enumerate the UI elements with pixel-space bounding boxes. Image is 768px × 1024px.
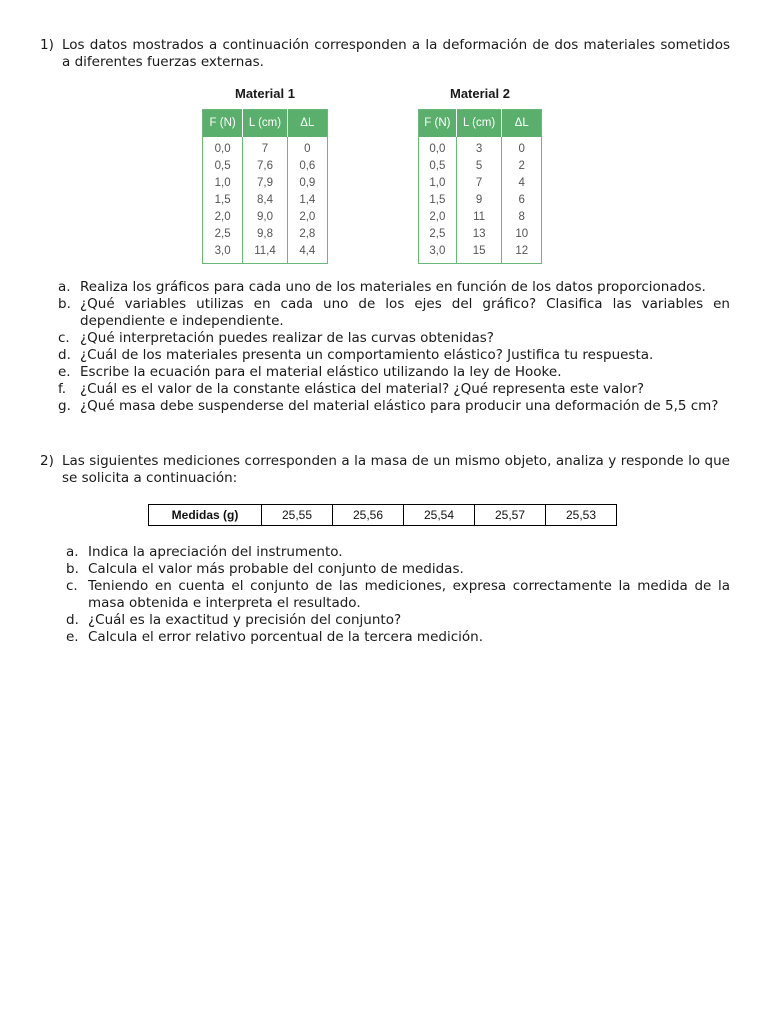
measurements-table xyxy=(148,504,617,526)
item-text: ¿Qué interpretación puedes realizar de las curvas obtenidas? xyxy=(80,330,494,346)
column-header-length: L (cm) xyxy=(243,110,287,138)
table-row xyxy=(419,137,542,158)
table-cell: 3,0 xyxy=(203,243,243,264)
table-cell: 11,4 xyxy=(243,243,287,264)
item-text: ¿Cuál es la exactitud y precisión del conjunto? xyxy=(88,612,402,628)
question-1-items xyxy=(58,279,730,415)
table-cell: 9,8 xyxy=(243,226,287,243)
table-cell: 1,0 xyxy=(203,175,243,192)
question-2-text: Las siguientes mediciones corresponden a la masa de un mismo objeto, analiza y responde lo que se solicita a continuación: xyxy=(62,453,730,486)
table-cell: 1,5 xyxy=(419,192,457,209)
table-cell: 0,5 xyxy=(203,158,243,175)
item-letter: c. xyxy=(66,578,78,594)
measurement-value: 25,55 xyxy=(262,505,333,526)
table-cell: 12 xyxy=(515,245,529,257)
table-cell: 1,0 xyxy=(419,175,457,192)
question-2 xyxy=(40,453,730,487)
table-row xyxy=(203,137,328,158)
table-cell: 0,0 xyxy=(419,137,457,158)
table-row xyxy=(203,192,328,209)
list-item xyxy=(58,364,730,381)
table-row xyxy=(203,243,328,264)
item-letter: g. xyxy=(58,398,71,414)
material-2-title: Material 2 xyxy=(450,86,510,101)
column-header-delta-length: ΔL xyxy=(502,110,542,138)
table-cell: 0,6 xyxy=(299,160,316,172)
table-cell: 3 xyxy=(456,137,502,158)
material-2-header-row xyxy=(419,110,542,138)
list-item xyxy=(66,544,730,561)
question-1-number: 1) xyxy=(40,37,54,53)
item-letter: a. xyxy=(58,279,71,295)
table-cell: 11 xyxy=(456,209,502,226)
table-cell: 0,5 xyxy=(419,158,457,175)
table-row xyxy=(419,226,542,243)
question-2-statement xyxy=(40,453,730,487)
table-cell: 8,4 xyxy=(243,192,287,209)
table-row xyxy=(203,175,328,192)
table-cell: 9,0 xyxy=(243,209,287,226)
table-cell: 7 xyxy=(243,137,287,158)
measurements-header: Medidas (g) xyxy=(149,505,262,526)
material-1-header-row xyxy=(203,110,328,138)
item-text: Calcula el error relativo porcentual de la tercera medición. xyxy=(88,629,483,645)
measurement-value: 25,53 xyxy=(546,505,617,526)
list-item xyxy=(58,279,730,296)
list-item xyxy=(66,561,730,578)
item-letter: e. xyxy=(66,629,79,645)
item-text: Teniendo en cuenta el conjunto de las mediciones, expresa correctamente la medida de la masa obtenida e interpreta el resultado. xyxy=(88,578,730,611)
table-cell: 4,4 xyxy=(299,245,316,257)
table-row xyxy=(419,209,542,226)
table-cell: 9 xyxy=(456,192,502,209)
material-1-table xyxy=(202,109,328,264)
item-text: ¿Qué variables utilizas en cada uno de los ejes del gráfico? Clasifica las variables en dependiente e independiente. xyxy=(80,296,730,329)
table-cell: 0,0 xyxy=(203,137,243,158)
question-1-text: Los datos mostrados a continuación corresponden a la deformación de dos materiales sometidos a diferentes fuerzas externas. xyxy=(62,37,730,70)
item-letter: a. xyxy=(66,544,79,560)
table-cell: 3,0 xyxy=(419,243,457,264)
table-row xyxy=(419,175,542,192)
table-cell: 2,5 xyxy=(419,226,457,243)
item-text: Indica la apreciación del instrumento. xyxy=(88,544,343,560)
measurement-value: 25,54 xyxy=(404,505,475,526)
list-item xyxy=(66,629,730,646)
item-text: ¿Cuál de los materiales presenta un comportamiento elástico? Justifica tu respuesta. xyxy=(80,347,654,363)
table-cell: 7,6 xyxy=(243,158,287,175)
table-cell: 0,9 xyxy=(299,177,316,189)
table-row xyxy=(419,243,542,264)
table-cell: 4 xyxy=(518,177,525,189)
list-item xyxy=(58,398,730,415)
question-1-statement xyxy=(40,37,730,71)
table-cell: 10 xyxy=(515,228,529,240)
item-letter: e. xyxy=(58,364,71,380)
list-item xyxy=(66,578,730,612)
column-header-force: F (N) xyxy=(203,110,243,138)
item-letter: d. xyxy=(66,612,79,628)
item-letter: d. xyxy=(58,347,71,363)
question-1-item-list xyxy=(58,279,730,415)
item-letter: b. xyxy=(66,561,79,577)
table-cell: 2,0 xyxy=(299,211,316,223)
list-item xyxy=(58,296,730,330)
item-letter: c. xyxy=(58,330,70,346)
item-text: Calcula el valor más probable del conjunto de medidas. xyxy=(88,561,464,577)
question-1 xyxy=(40,37,730,71)
table-cell: 0 xyxy=(304,143,311,155)
measurement-value: 25,56 xyxy=(333,505,404,526)
list-item xyxy=(66,612,730,629)
table-row xyxy=(419,158,542,175)
table-cell: 2 xyxy=(518,160,525,172)
material-2-table xyxy=(418,109,542,264)
table-cell: 6 xyxy=(518,194,525,206)
item-text: ¿Qué masa debe suspenderse del material elástico para producir una deformación de 5,5 cm? xyxy=(80,398,719,414)
item-text: Realiza los gráficos para cada uno de los materiales en función de los datos proporcionados. xyxy=(80,279,706,295)
table-cell: 2,0 xyxy=(419,209,457,226)
question-2-item-list xyxy=(66,544,730,646)
table-cell: 8 xyxy=(518,211,525,223)
measurement-value: 25,57 xyxy=(475,505,546,526)
table-cell: 0 xyxy=(518,143,525,155)
list-item xyxy=(58,381,730,398)
column-header-delta-length: ΔL xyxy=(287,110,327,138)
table-cell: 2,8 xyxy=(299,228,316,240)
table-row xyxy=(203,226,328,243)
table-row xyxy=(203,158,328,175)
question-2-number: 2) xyxy=(40,453,54,469)
item-text: ¿Cuál es el valor de la constante elástica del material? ¿Qué representa este valor? xyxy=(80,381,645,397)
table-cell: 7,9 xyxy=(243,175,287,192)
material-1-title: Material 1 xyxy=(235,86,295,101)
table-cell: 1,4 xyxy=(299,194,316,206)
table-row xyxy=(149,505,617,526)
item-letter: f. xyxy=(58,381,67,397)
table-cell: 5 xyxy=(456,158,502,175)
table-cell: 2,5 xyxy=(203,226,243,243)
column-header-force: F (N) xyxy=(419,110,457,138)
column-header-length: L (cm) xyxy=(456,110,502,138)
list-item xyxy=(58,347,730,364)
item-letter: b. xyxy=(58,296,71,312)
table-row xyxy=(203,209,328,226)
question-2-items xyxy=(66,544,730,646)
table-cell: 13 xyxy=(456,226,502,243)
table-cell: 1,5 xyxy=(203,192,243,209)
table-cell: 7 xyxy=(456,175,502,192)
item-text: Escribe la ecuación para el material elástico utilizando la ley de Hooke. xyxy=(80,364,562,380)
table-cell: 15 xyxy=(456,243,502,264)
table-row xyxy=(419,192,542,209)
table-cell: 2,0 xyxy=(203,209,243,226)
list-item xyxy=(58,330,730,347)
